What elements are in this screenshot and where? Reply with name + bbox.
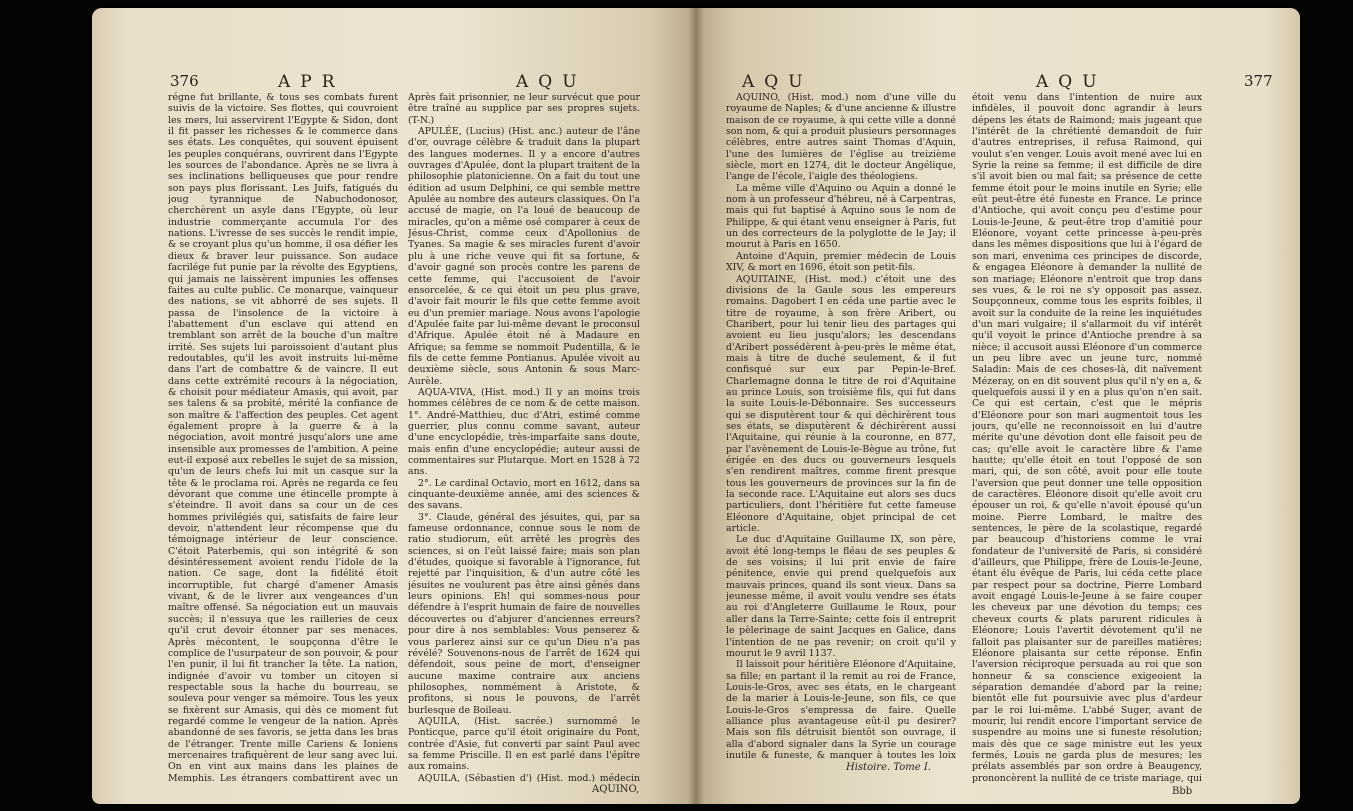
- left-col2-para-0: Après fait prisonnier, ne leur survécut que pour être traîné au supplice par ses propres sujets. (T-N.): [408, 92, 640, 126]
- signature-mark: Bbb: [1172, 786, 1193, 797]
- right-col1-para-2: Antoine d'Aquin, premier médecin de Louis XIV, & mort en 1696, étoit son petit-fils.: [726, 250, 956, 274]
- book-gutter: [688, 8, 704, 804]
- left-col2-para-5: AQUILA, (Hist. sacrée.) surnommé le Ponticque, parce qu'il étoit originaire du Pont, contrée d'Asie, fut converti par saint Paul avec sa femme Priscille. Il en est parlé dans l'épître aux romains.: [408, 715, 640, 773]
- right-page-number: 377: [1244, 72, 1273, 90]
- volume-footer: Histoire. Tome I.: [846, 762, 931, 773]
- left-col2-para-6: AQUILA, (Sébastien d') (Hist. mod.) médecin: [418, 772, 640, 782]
- left-col2-para-3: 2°. Le cardinal Octavio, mort en 1612, dans sa cinquante-deuxième année, ami des sciences & des savans.: [408, 477, 640, 512]
- left-page-number: 376: [170, 72, 199, 90]
- left-col2-para-1: APULÉE, (Lucius) (Hist. anc.) auteur de l'âne d'or, ouvrage célèbre & traduit dans la plupart des langues modernes. Il y a encore d'autres ouvrages d'Apulée, dont la plupart traitent de la philosophie platonicienne. On a fait du tout une édition ad usum Delphini, ce qui semble mettre Apulée au nombre des auteurs classiques. On l'a accusé de magie, on l'a loué de beaucoup de miracles, qu'on a même osé comparer à ceux de Jésus-Christ, comme ceux d'Apollonius de Tyanes. Sa magie & ses miracles furent d'avoir plu à une riche veuve qui fit sa fortune, & d'avoir gagné son procès contre les parens de cette femme, qui l'accusoient de l'avoir ensorcelée, & ce qui étoit un peu plus grave, d'avoir fait mourir le fils que cette femme avoit eu d'un premier mariage. Nous avons l'apologie d'Apulée faite par lui-même devant le proconsul d'Afrique. Apulée étoit né à Madaure en Afrique; sa femme se nommoit Pudentilla, & le fils de cette femme Pontianus. Apulée vivoit au deuxième siècle, sous Antonin & sous Marc-Aurèle.: [408, 126, 640, 387]
- left-col2-para-2: AQUA-VIVA, (Hist. mod.) Il y an moins trois hommes célèbres de ce nom & de cette maison. 1°. André-Matthieu, duc d'Atri, estimé comme guerrier, plus connu comme savant, auteur d'une encyclopédie, très-imparfaite sans doute, mais enfin d'une encyclopédie; auteur aussi de commentaires sur Plutarque. Mort en 1528 à 72 ans.: [408, 386, 640, 478]
- right-column-2: [972, 92, 1202, 784]
- right-running-head-1: AQU: [742, 72, 813, 92]
- catchword: AQUINO,: [592, 784, 640, 795]
- right-column-1: [726, 92, 956, 760]
- left-column-2: [408, 92, 640, 782]
- left-running-head-1: APR: [278, 72, 345, 92]
- right-col1-para-1: La même ville d'Aquino ou Aquin a donné le nom à un professeur d'hébreu, né à Carpentras, mais qui fut baptisé à Aquino sous le nom de Philippe, & qui étant venu enseigner à Paris, fut un des correcteurs de la polyglotte de le Jay; il mourut à Paris en 1650.: [726, 182, 956, 251]
- right-col1-para-0: AQUINO, (Hist. mod.) nom d'une ville du royaume de Naples; & d'une ancienne & illustre maison de ce royaume, à qui cette ville a donné son nom, & qui a produit plusieurs personnages célèbres, entre autres saint Thomas d'Aquin, l'une des lumières de l'église au treizième siècle, mort en 1274, dit le docteur Angélique, l'ange de l'école, l'aigle des théologiens.: [726, 92, 956, 183]
- left-col1-para-0: régne fut brillante, & tous ses combats furent suivis de la victoire. Ses flottes, qui couvroient les mers, lui asservirent l'Egypte & Sidon, dont il fit passer les richesses & le commerce dans ses états. Les conquêtes, qui souvent épuisent les peuples conquérans, ouvrirent dans l'Egypte les sources de l'abondance. Après ne se livra à ses inclinations belliqueuses que pour rendre son pays plus florissant. Les Juifs, fatigués du joug tyrannique de Nabuchodonosor, cherchèrent un asyle dans l'Egypte, où leur industrie commerçante accumula l'or des nations. L'ivresse de ses succès le rendit impie, & se croyant plus qu'un homme, il osa défier les dieux & braver leur puissance. Son audace facrilége fut punie par la révolte des Egyptiens, qui jamais ne laissèrent impunies les offenses faites au culte public. Ce monarque, vainqueur des nations, se vit abhorré de ses sujets. Il passa de l'insolence de la victoire à l'abattement d'un esclave qui attend en tremblant son arrêt de la bouche d'un maître irrité. Ses sujets lui paroissoient d'autant plus redoutables, qu'il les avoit instruits lui-même dans l'art de combattre & de vaincre. Il eut dans cette extrémité recours à la négociation, & choisit pour médiateur Amasis, qui avoit, par ses talens & sa probité, mérité la confiance de son maître & l'affection des peuples. Cet agent également propre à la guerre & à la négociation, avoit montré jusqu'alors une ame insensible aux promesses de l'ambition. A peine eut-il exposé aux rebelles le sujet de sa mission, qu'un de leurs chefs lui mit un casque sur la tête & le proclama roi. Après ne regarda ce feu dévorant que comme une étincelle prompte à s'éteindre. Il avoit dans sa cour un de ces hommes privilégiés qui, satisfaits de faire leur devoir, n'attendent leur récompense que du témoignage intérieur de leur conscience. C'étoit Paterbemis, qui son intégrité & son désintéressement avoient rendu l'idole de la nation. Ce sage, dont la fidélité étoit incorruptible, fut chargé d'amener Amasis vivant, & de le livrer aux vengeances d'un maître offensé. Sa négociation eut un mauvais succès; il n'essuya que les railleries de ceux qu'il crut devoir étonner par ses menaces. Après mécontent, le soupçonna d'être le complice de l'usurpateur de son pouvoir, & pour l'en punir, il lui fit trancher la tête. La nation, indignée d'avoir vu tomber un citoyen si respectable sous la hache du bourreau, se souleva pour venger sa mémoire. Tous les yeux se fixèrent sur Amasis, qui dès ce moment fut regardé comme le vengeur de la nation. Après abandonné de ses favoris, se jetta dans les bras de l'étranger. Trente mille Cariens & Ioniens mercenaires trafiquèrent de leur sang avec lui. On en vint aux mains dans les plaines de Memphis. Les étrangers combattirent avec un: [168, 92, 398, 782]
- left-page: [92, 8, 696, 804]
- left-column-1: [168, 92, 398, 782]
- right-col2-para-0: étoit venu dans l'intention de nuire aux infidèles, il pouvoit donc agrandir à leurs dépens les états de Raimond; mais jugeant que l'intérêt de la chrétienté demandoit de fuir d'autres entreprises, il refusa Raimond, qui voulut s'en venger. Louis avoit mené avec lui en Syrie la reine sa femme; il est difficile de dire s'il avoit bien ou mal fait; sa présence de cette femme étoit pour le moins inutile en Syrie; elle eût peut-être été funeste en France. Le prince d'Antioche, qui avoit conçu peu d'estime pour Louis-le-Jeune, & peut-être trop d'amitié pour Eléonore, voyant cette princesse à-peu-près dans les mêmes dispositions que lui à l'égard de son mari, envenima ces principes de discorde, & engagea Eléonore à demander la nullité de son mariage; Eléonore n'entroit que trop dans ses vues, & le roi ne s'y opposoit pas assez. Soupçonneux, comme tous les esprits foibles, il avoit sur la conduite de la reine les inquiétudes d'un mari vulgaire; il s'allarmoit du vif intérêt qu'il voyoit le prince d'Antioche prendre à sa nièce; il accusoit aussi Eléonore d'un commerce un peu libre avec un jeune turc, nommé Saladin: Mais de ces choses-là, dit naïvement Mézeray, on en dit souvent plus qu'il n'y en a, & quelquefois aussi il y en a plus qu'on n'en sait. Ce qui est certain, c'est que le mépris d'Eléonore pour son mari augmentoit tous les jours, qu'elle ne reconnoissoit en lui d'autre mérite qu'une dévotion dont elle faisoit peu de cas; qu'elle avoit le caractère libre & l'ame hautte; qu'elle étoit en tout l'opposé de son mari, qui, de son côté, avoit pour elle toute l'aversion que peut donner une telle opposition de caractères. Eléonore disoit qu'elle avoit cru épouser un roi, & qu'elle n'avoit épousé qu'un moine. Pierre Lombard, le maître des sentences, le père de la scolastique, regardé par beaucoup d'historiens comme le vrai fondateur de l'université de Paris, si considéré d'ailleurs, que Philippe, frère de Louis-le-Jeune, étant élu évêque de Paris, lui céda cette place par respect pour sa doctrine, Pierre Lombard avoit engagé Louis-le-Jeune à se faire couper les cheveux par une dévotion du temps; ces cheveux courts & plats parurent ridicules à Eléonore; Louis l'avertit dévotement qu'il ne falloit pas plaisanter sur de pareilles matières; Eléonore plaisanta sur cette réponse. Enfin l'aversion réciproque persuada au roi que son honneur & sa conscience exigeoient la séparation demandée d'abord par la reine; bientôt elle fut poursuivie avec plus d'ardeur par le roi lui-même. L'abbé Suger, avant de mourir, lui rendit encore l'important service de suspendre au moins une si funeste résolution; mais dès que ce sage ministre eut les yeux fermés, Louis ne garda plus de mesures; les prélats assemblés par son ordre à Beaugency, prononcèrent la nullité de ce triste mariage, qui: [972, 92, 1202, 784]
- right-page: [696, 8, 1300, 804]
- left-col2-para-4: 3°. Claude, général des jésuites, qui, par sa fameuse ordonnance, connue sous le nom de ratio studiorum, eût arrêté les progrès des sciences, si on l'eût laissé faire; mais son plan d'études, quoique si favorable à l'ignorance, fut rejetté par l'inquisition, & d'un autre côté les jésuites ne voulurent pas être ainsi gênés dans leurs opinions. Eh! qui sommes-nous pour défendre à l'esprit humain de faire de nouvelles découvertes ou d'abjurer d'anciennes erreurs? pour dire à nos semblables: Vous penserez & vous parlerez ainsi sur ce qu'un Dieu n'a pas révélé? Souvenons-nous de l'arrêt de 1624 qui défendoit, sous peine de mort, d'enseigner aucune maxime contraire aux anciens philosophes, nommément à Aristote, & profitons, si nous le pouvons, de l'arrêt burlesque de Boileau.: [408, 511, 640, 716]
- right-col1-para-3: AQUITAINE, (Hist. mod.) c'étoit une des divisions de la Gaule sous les empereurs romains. Dagobert I en céda une partie avec le titre de royaume, à son frère Aribert, ou Charibert, pour lui tenir lieu des partages qui avoient eu lieu jusqu'alors; les descendans d'Aribert possédèrent à-peu-près le même état, mais à titre de duché seulement, & il fut confisqué sur eux par Pepin-le-Bref. Charlemagne donna le titre de roi d'Aquitaine au prince Louis, son troisième fils, qui fut dans la suite Louis-le-Débonnaire. Ses successeurs qui se disputèrent tour & qui déchirèrent tous ses états, se disputèrent & déchirèrent aussi l'Aquitaine, qui réunie à la couronne, en 877, par l'avènement de Louis-le-Bègue au trône, fut érigée en des ducs ou gouverneurs lesquels s'en rendirent maîtres, comme firent presque tous les gouverneurs de provinces sur la fin de la seconde race. L'Aquitaine eut alors ses ducs particuliers, dont l'héritière fut cette fameuse Eléonore d'Aquitaine, objet principal de cet article.: [726, 273, 956, 535]
- open-book: [92, 8, 1300, 804]
- right-col1-para-5: Il laissoit pour héritière Eléonore d'Aquitaine, sa fille; en partant il la remit au roi de France, Louis-le-Gros, avec ses états, en le chargeant de la marier à Louis-le-Jeune, son fils, ce que Louis-le-Gros s'empressa de faire. Quelle alliance plus avantageuse eût-il pu desirer? Mais son fils détruisit bientôt son ouvrage, il alla d'abord signaler dans la Syrie un courage inutile & funeste, & manquer à toutes les loix: [726, 659, 956, 760]
- right-running-head-2: AQU: [1036, 72, 1107, 92]
- right-col1-para-4: Le duc d'Aquitaine Guillaume IX, son père, avoit été long-temps le fléau de ses peuples & de ses voisins; il lui prit envie de faire pénitence, envie qui prend quelquefois aux mauvais princes, quand ils sont vieux. Dans sa jeunesse même, il avoit voulu vendre ses états au roi d'Angleterre Guillaume le Roux, pour aller dans la Terre-Sainte; cette fois il entreprit le pèlerinage de saint Jacques en Galice, dans l'intention de ne pas revenir; on croit qu'il y mourut le 9 avril 1137.: [726, 534, 956, 659]
- left-running-head-2: AQU: [516, 72, 587, 92]
